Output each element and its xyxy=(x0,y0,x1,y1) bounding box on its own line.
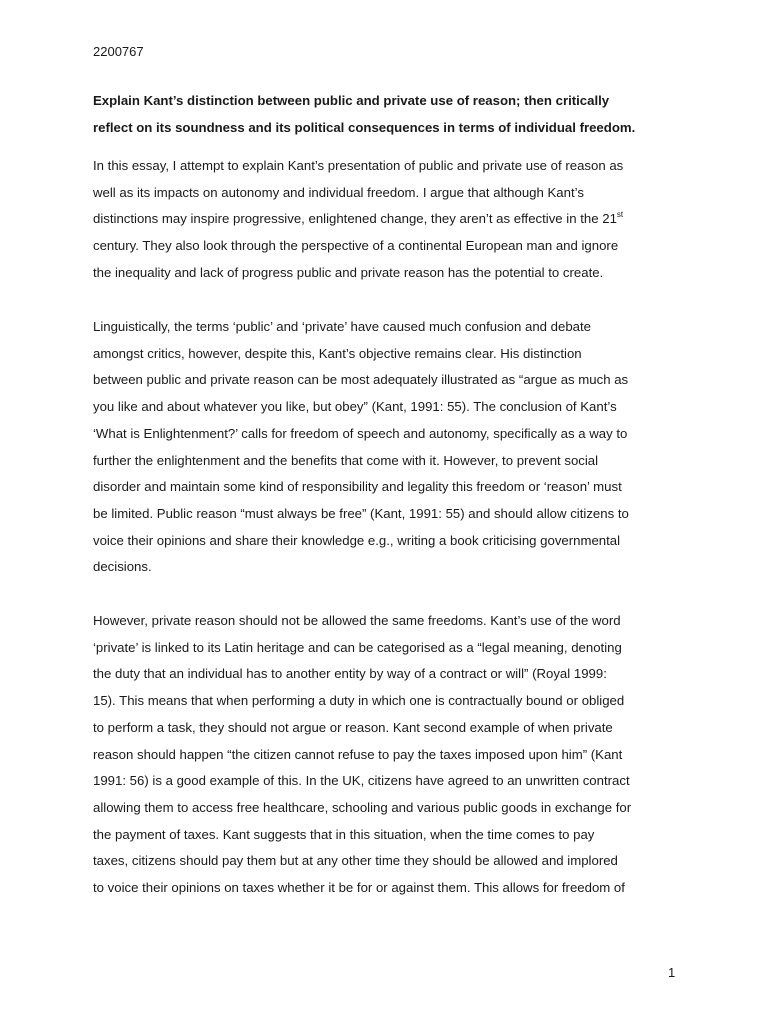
paragraph-line: ‘private’ is linked to its Latin heritage and can be categorised as a “legal meaning, denoting xyxy=(93,639,622,655)
paragraph-private-reason xyxy=(93,608,693,902)
paragraph-line: well as its impacts on autonomy and individual freedom. I argue that although Kant’s xyxy=(93,184,584,200)
title-line: Explain Kant’s distinction between public and private use of reason; then critically xyxy=(93,93,610,108)
paragraph-line: the inequality and lack of progress public and private reason has the potential to create. xyxy=(93,264,604,280)
essay-title xyxy=(93,88,683,141)
title-line: reflect on its soundness and its political consequences in terms of individual freedom. xyxy=(93,119,636,135)
paragraph-line: amongst critics, however, despite this, Kant’s objective remains clear. His distinction xyxy=(93,345,582,361)
paragraph-line: decisions. xyxy=(93,559,152,575)
paragraph-line: However, private reason should not be allowed the same freedoms. Kant’s use of the word xyxy=(93,613,621,628)
paragraph-line: 15). This means that when performing a duty in which one is contractually bound or obliged xyxy=(93,693,625,709)
paragraph-line: further the enlightenment and the benefits that come with it. However, to prevent social xyxy=(93,452,599,468)
paragraph-line: to perform a task, they should not argue or reason. Kant second example of when private xyxy=(93,719,613,735)
paragraph-line: Linguistically, the terms ‘public’ and ‘private’ have caused much confusion and debate xyxy=(93,319,591,334)
paragraph-line: voice their opinions and share their knowledge e.g., writing a book criticising governmental xyxy=(93,532,621,548)
paragraph-line: to voice their opinions on taxes whether it be for or against them. This allows for freedom of xyxy=(93,880,625,896)
paragraph-linguistics xyxy=(93,314,693,581)
paragraph-line: you like and about whatever you like, but obey” (Kant, 1991: 55). The conclusion of Kant’s xyxy=(93,399,617,415)
paragraph-line-text: distinctions may inspire progressive, enlightened change, they aren’t as effective in the 21 xyxy=(93,211,617,227)
paragraph-line: the duty that an individual has to another entity by way of a contract or will” (Royal 1999: xyxy=(93,666,607,682)
paragraph-line: 1991: 56) is a good example of this. In the UK, citizens have agreed to an unwritten contract xyxy=(93,773,630,789)
student-id: 2200767 xyxy=(93,44,144,59)
paragraph-line: disorder and maintain some kind of responsibility and legality this freedom or ‘reason’ must xyxy=(93,479,622,495)
paragraph-line: allowing them to access free healthcare, schooling and various public goods in exchange for xyxy=(93,799,632,815)
paragraph-line: be limited. Public reason “must always be free” (Kant, 1991: 55) and should allow citizens to xyxy=(93,505,629,521)
superscript-ordinal: st xyxy=(616,210,624,220)
paragraph-line: taxes, citizens should pay them but at any other time they should be allowed and implored xyxy=(93,853,618,869)
paragraph-line: In this essay, I attempt to explain Kant’s presentation of public and private use of reason as xyxy=(93,158,624,173)
paragraph-line: between public and private reason can be most adequately illustrated as “argue as much as xyxy=(93,372,629,388)
paragraph-intro xyxy=(93,153,693,287)
paragraph-line: reason should happen “the citizen cannot refuse to pay the taxes imposed upon him” (Kant xyxy=(93,746,623,762)
paragraph-line: ‘What is Enlightenment?’ calls for freedom of speech and autonomy, specifically as a way to xyxy=(93,425,628,441)
paragraph-line xyxy=(93,206,693,233)
paragraph-line: century. They also look through the perspective of a continental European man and ignore xyxy=(93,238,619,254)
paragraph-line: the payment of taxes. Kant suggests that in this situation, when the time comes to pay xyxy=(93,826,595,842)
page-number: 1 xyxy=(668,965,676,980)
